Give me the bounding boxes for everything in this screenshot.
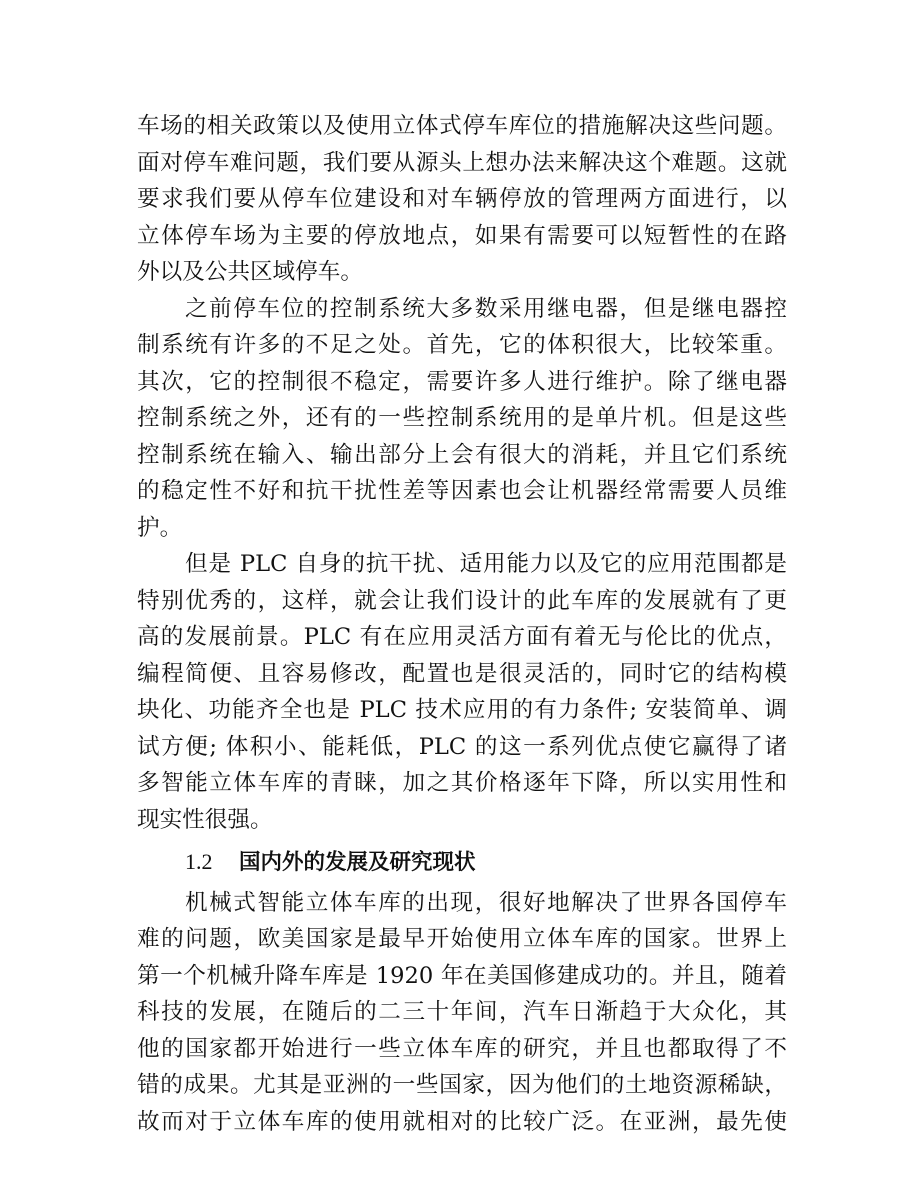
text-line: 故而对于立体车库的使用就相对的比较广泛。在亚洲，最先使 <box>137 1108 787 1135</box>
text-line: 特别优秀的，这样，就会让我们设计的此车库的发展就有了更 <box>137 587 787 614</box>
text-line: 制系统有许多的不足之处。首先，它的体积很大，比较笨重。 <box>137 332 787 358</box>
text-line: 块化、功能齐全也是 PLC 技术应用的有力条件; 安装简单、调 <box>137 697 787 723</box>
text-line: 多智能立体车库的青睐，加之其价格逐年下降，所以实用性和 <box>137 770 787 796</box>
document-page <box>137 108 787 1140</box>
text-line: 护。 <box>137 514 183 541</box>
text-line: 但是 PLC 自身的抗干扰、适用能力以及它的应用范围都是 <box>185 551 787 577</box>
text-line: 编程简便、且容易修改，配置也是很灵活的，同时它的结构模 <box>137 660 787 687</box>
section-number: 1.2 <box>185 849 213 874</box>
text-line: 要求我们要从停车位建设和对车辆停放的管理两方面进行，以 <box>137 186 787 212</box>
text-line: 现实性很强。 <box>137 806 273 833</box>
section-heading <box>137 844 787 881</box>
text-line: 控制系统之外，还有的一些控制系统用的是单片机。但是这些 <box>137 405 787 431</box>
text-line: 控制系统在输入、输出部分上会有很大的消耗，并且它们系统 <box>137 441 787 468</box>
text-line: 立体停车场为主要的停放地点，如果有需要可以短暂性的在路 <box>137 222 787 249</box>
text-line: 第一个机械升降车库是 1920 年在美国修建成功的。并且，随着 <box>137 962 787 989</box>
text-line: 之前停车位的控制系统大多数采用继电器，但是继电器控 <box>185 295 787 322</box>
paragraph-plc-advantages <box>137 546 787 838</box>
text-line: 试方便; 体积小、能耗低，PLC 的这一系列优点使它赢得了诸 <box>137 733 787 760</box>
text-line: 科技的发展，在随后的二三十年间，汽车日渐趋于大众化，其 <box>137 999 787 1025</box>
paragraph-development-history <box>137 885 787 1141</box>
paragraph-continuation <box>137 108 787 291</box>
text-line: 他的国家都开始进行一些立体车库的研究，并且也都取得了不 <box>137 1035 787 1062</box>
text-line: 车场的相关政策以及使用立体式停车库位的措施解决这些问题。 <box>137 113 787 139</box>
text-line: 面对停车难问题，我们要从源头上想办法来解决这个难题。这就 <box>137 149 787 176</box>
text-line: 难的问题，欧美国家是最早开始使用立体车库的国家。世界上 <box>137 926 787 952</box>
text-line: 其次，它的控制很不稳定，需要许多人进行维护。除了继电器 <box>137 368 787 395</box>
text-line: 的稳定性不好和抗干扰性差等因素也会让机器经常需要人员维 <box>137 478 787 504</box>
paragraph-relay-control <box>137 291 787 547</box>
text-line: 外以及公共区域停车。 <box>137 259 363 285</box>
text-line: 高的发展前景。PLC 有在应用灵活方面有着无与伦比的优点， <box>137 624 787 650</box>
text-line: 错的成果。尤其是亚洲的一些国家，因为他们的土地资源稀缺， <box>137 1072 787 1098</box>
text-line: 机械式智能立体车库的出现，很好地解决了世界各国停车 <box>185 889 787 916</box>
section-title: 国内外的发展及研究现状 <box>239 850 476 875</box>
